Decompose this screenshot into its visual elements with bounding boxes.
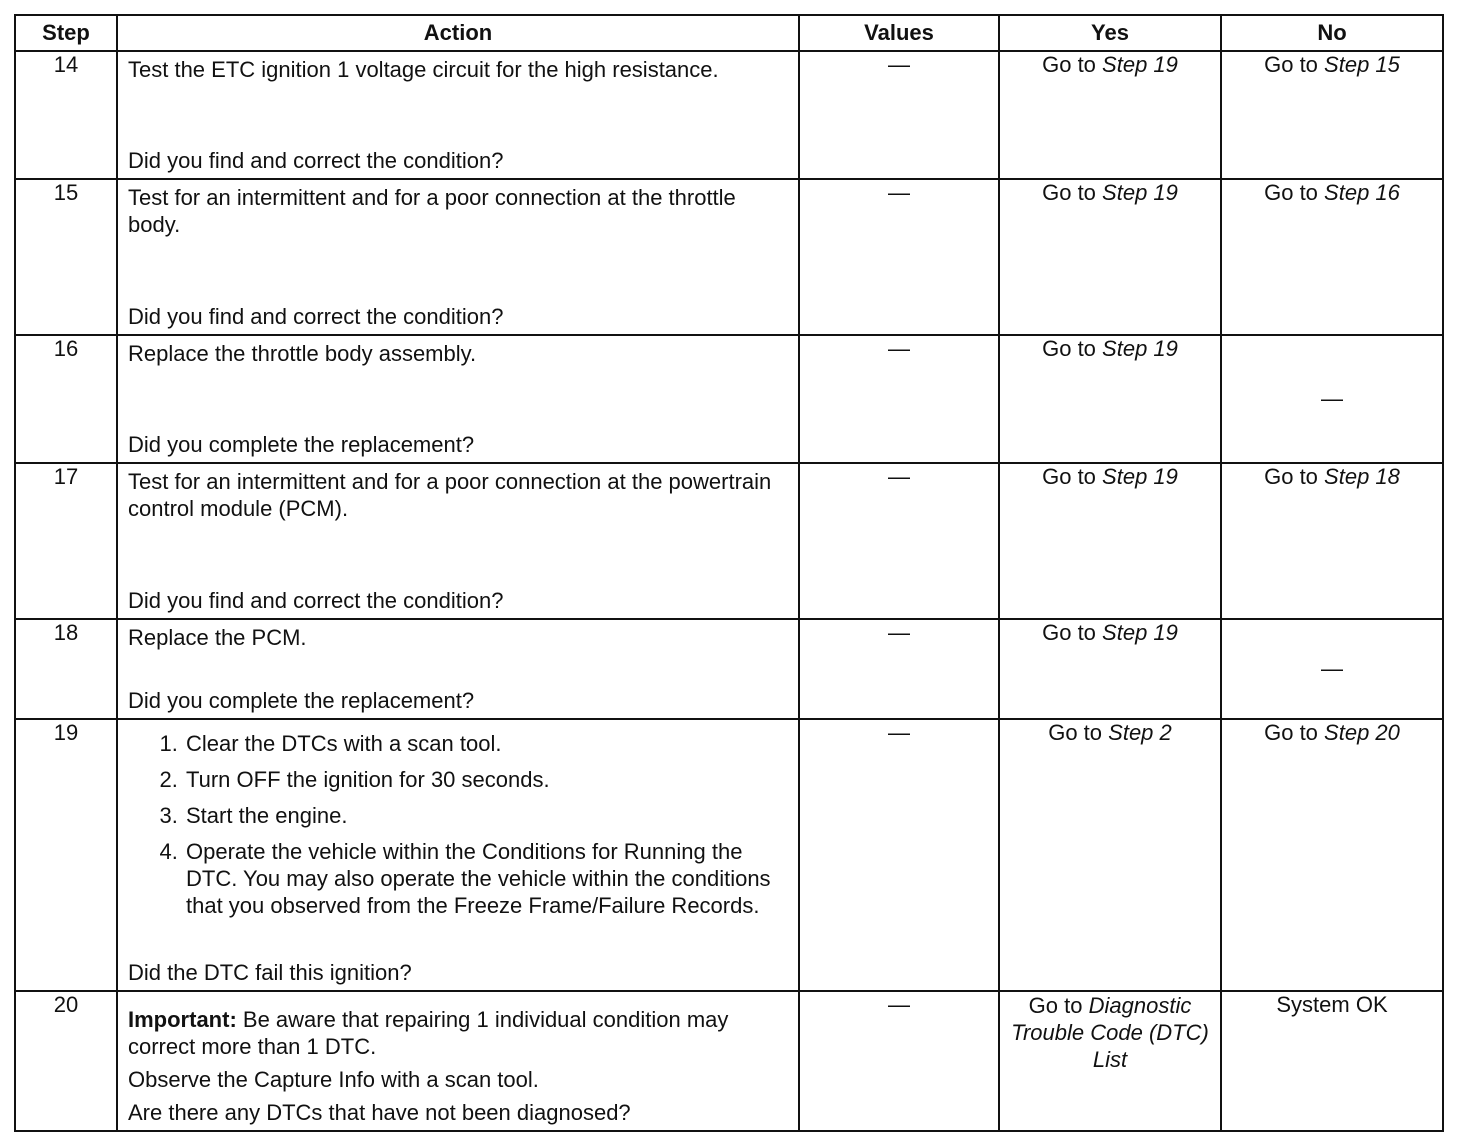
- yes-step-link[interactable]: Step 19: [1102, 52, 1178, 77]
- no-cell: —: [1221, 619, 1443, 719]
- no-step-link[interactable]: Step 16: [1324, 180, 1400, 205]
- values-cell: —: [799, 463, 999, 619]
- goto-label: Go to: [1264, 52, 1318, 77]
- yes-cell[interactable]: [999, 335, 1221, 463]
- no-cell: —: [1221, 335, 1443, 463]
- action-cell: [117, 619, 799, 719]
- yes-dtc-list-link[interactable]: Diagnostic Trouble Code (DTC) List: [1011, 993, 1209, 1072]
- goto-label: Go to: [1042, 620, 1096, 645]
- header-step: Step: [15, 15, 117, 51]
- action-question: Did the DTC fail this ignition?: [128, 960, 412, 985]
- goto-label: Go to: [1264, 464, 1318, 489]
- step-number: 14: [15, 51, 117, 179]
- action-instruction: Test the ETC ignition 1 voltage circuit for the high resistance.: [128, 57, 719, 82]
- list-item: 1. Clear the DTCs with a scan tool.: [184, 730, 788, 757]
- numbered-list: [128, 730, 788, 919]
- table-row: [15, 51, 1443, 179]
- values-cell: —: [799, 335, 999, 463]
- header-yes: Yes: [999, 15, 1221, 51]
- goto-label: Go to: [1042, 180, 1096, 205]
- yes-cell[interactable]: [999, 51, 1221, 179]
- goto-label: Go to: [1042, 52, 1096, 77]
- yes-step-link[interactable]: Step 19: [1102, 620, 1178, 645]
- yes-step-link[interactable]: Step 19: [1102, 464, 1178, 489]
- table-row: [15, 719, 1443, 991]
- action-question: Are there any DTCs that have not been diagnosed?: [128, 1100, 631, 1125]
- list-item: 4. Operate the vehicle within the Conditions for Running the DTC. You may also operate the vehicle within the conditions that you observed from the Freeze Frame/Failure Records.: [184, 838, 788, 919]
- yes-step-link[interactable]: Step 19: [1102, 336, 1178, 361]
- table-row: [15, 619, 1443, 719]
- step-number: 17: [15, 463, 117, 619]
- step-number: 15: [15, 179, 117, 335]
- no-cell: System OK: [1221, 991, 1443, 1131]
- values-cell: —: [799, 619, 999, 719]
- action-cell: [117, 179, 799, 335]
- table-row: [15, 179, 1443, 335]
- goto-label: Go to: [1028, 993, 1083, 1018]
- action-cell: [117, 719, 799, 991]
- action-question: Did you complete the replacement?: [128, 432, 475, 457]
- goto-label: Go to: [1264, 180, 1318, 205]
- header-values: Values: [799, 15, 999, 51]
- yes-cell[interactable]: [999, 619, 1221, 719]
- header-row: [15, 15, 1443, 51]
- values-cell: —: [799, 179, 999, 335]
- action-question: Did you find and correct the condition?: [128, 304, 504, 329]
- action-cell: [117, 335, 799, 463]
- no-cell[interactable]: [1221, 719, 1443, 991]
- action-instruction: Replace the throttle body assembly.: [128, 341, 477, 366]
- values-cell: —: [799, 719, 999, 991]
- yes-cell[interactable]: [999, 463, 1221, 619]
- step-number: 16: [15, 335, 117, 463]
- no-cell[interactable]: [1221, 179, 1443, 335]
- list-item: 2. Turn OFF the ignition for 30 seconds.: [184, 766, 788, 793]
- yes-step-link[interactable]: Step 19: [1102, 180, 1178, 205]
- goto-label: Go to: [1048, 720, 1103, 745]
- no-step-link[interactable]: Step 15: [1324, 52, 1400, 77]
- header-no: No: [1221, 15, 1443, 51]
- step-number: 18: [15, 619, 117, 719]
- step-number: 19: [15, 719, 117, 991]
- goto-label: Go to: [1042, 464, 1096, 489]
- goto-label: Go to: [1042, 336, 1096, 361]
- yes-cell[interactable]: [999, 179, 1221, 335]
- diagnostic-table: [14, 14, 1444, 1132]
- action-instruction: Test for an intermittent and for a poor connection at the throttle body.: [128, 185, 736, 237]
- yes-cell[interactable]: [999, 991, 1221, 1131]
- action-cell: [117, 991, 799, 1131]
- action-cell: [117, 51, 799, 179]
- action-question: Did you find and correct the condition?: [128, 148, 504, 173]
- action-cell: [117, 463, 799, 619]
- header-action: Action: [117, 15, 799, 51]
- important-text: Be aware that repairing 1 individual condition may correct more than 1 DTC.: [128, 1007, 729, 1059]
- action-instruction: Test for an intermittent and for a poor connection at the powertrain control module (PCM).: [128, 469, 772, 521]
- yes-step-link[interactable]: Step 2: [1108, 720, 1172, 745]
- action-instruction: Observe the Capture Info with a scan tool.: [128, 1067, 539, 1092]
- values-cell: —: [799, 51, 999, 179]
- action-question: Did you complete the replacement?: [128, 688, 475, 713]
- important-label: Important:: [128, 1007, 237, 1032]
- values-cell: —: [799, 991, 999, 1131]
- no-step-link[interactable]: Step 20: [1324, 720, 1400, 745]
- yes-cell[interactable]: [999, 719, 1221, 991]
- table-row: [15, 335, 1443, 463]
- table-row: [15, 463, 1443, 619]
- no-cell[interactable]: [1221, 463, 1443, 619]
- action-question: Did you find and correct the condition?: [128, 588, 504, 613]
- no-step-link[interactable]: Step 18: [1324, 464, 1400, 489]
- action-instruction: Replace the PCM.: [128, 625, 307, 650]
- list-item: 3. Start the engine.: [184, 802, 788, 829]
- table-row: [15, 991, 1443, 1131]
- important-note: [128, 1006, 788, 1060]
- no-cell[interactable]: [1221, 51, 1443, 179]
- step-number: 20: [15, 991, 117, 1131]
- goto-label: Go to: [1264, 720, 1318, 745]
